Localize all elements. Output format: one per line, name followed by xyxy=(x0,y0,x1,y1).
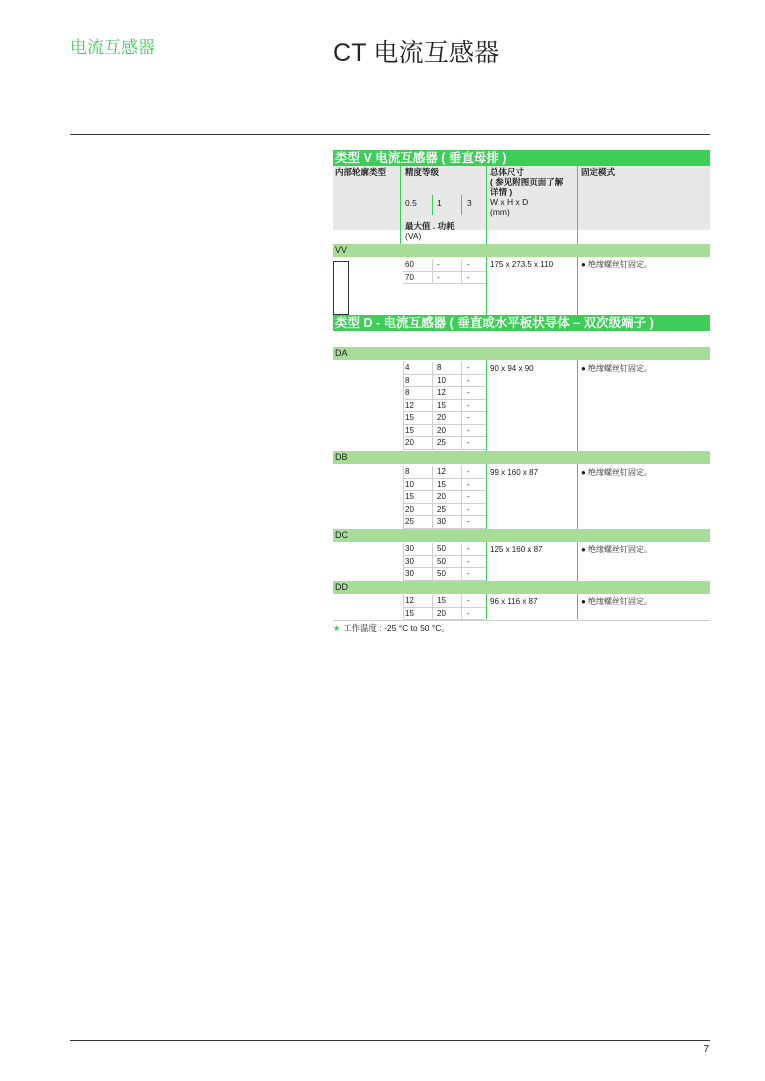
table-row: 12 15 - xyxy=(333,595,710,608)
cell-acc-0-5: 70 xyxy=(405,272,414,282)
table-row: 15 20 - xyxy=(333,608,710,621)
fixing-mode-value: ● 绝缘螺丝钉固定。 xyxy=(581,545,653,554)
footnote-text: 工作温度 : -25 °C to 50 °C。 xyxy=(343,623,450,633)
col-outline-type: 内部轮廓类型 xyxy=(335,167,387,177)
table-type-v xyxy=(333,150,710,282)
page-title: CT 电流互感器 xyxy=(333,39,500,67)
col-dimensions: 总体尺寸 xyxy=(490,167,525,177)
table-row: 8 12 - xyxy=(333,466,710,479)
table-row: 12 15 - xyxy=(333,400,710,413)
table-v-header xyxy=(333,166,710,241)
cell-acc-0-5: 60 xyxy=(405,260,414,269)
col-fixing-mode: 固定模式 xyxy=(581,167,616,177)
table-row: 15 20 - xyxy=(333,491,710,504)
table-row: 30 50 - xyxy=(333,556,710,569)
table-row: 8 10 - xyxy=(333,375,710,388)
group-row-vv: VV xyxy=(333,244,710,257)
section-title: 电流互感器 xyxy=(70,38,155,57)
fixing-mode-value: ● 绝缘螺丝钉固定。 xyxy=(581,364,653,373)
acc-class-1: 1 xyxy=(437,198,442,208)
group-row-db: DB xyxy=(333,451,710,464)
col-dimensions-format: W x H x D xyxy=(490,197,529,207)
column-divider xyxy=(486,166,487,319)
acc-class-0-5: 0.5 xyxy=(405,198,417,208)
table-type-d xyxy=(333,315,710,633)
col-accuracy-class: 精度等级 xyxy=(405,167,440,177)
table-row: 8 12 - xyxy=(333,387,710,400)
max-burden-unit: (VA) xyxy=(405,231,422,241)
table-d-banner: 类型 D - 电流互感器 ( 垂直或水平板状导体 – 双次级端子 ) xyxy=(333,315,710,331)
cell-acc-3: - xyxy=(467,272,470,282)
fixing-mode-value: ● 绝缘螺丝钉固定。 xyxy=(581,260,653,269)
table-row: 25 30 - xyxy=(333,516,710,529)
cell-acc-3: - xyxy=(467,260,470,269)
dimensions-value: 99 x 160 x 87 xyxy=(490,468,539,477)
table-row: 20 25 - xyxy=(333,437,710,450)
table-row: 15 20 - xyxy=(333,412,710,425)
fixing-mode-value: ● 绝缘螺丝钉固定。 xyxy=(581,468,653,477)
col-dimensions-note-2: 详情 ) xyxy=(490,187,513,197)
dimensions-value: 125 x 160 x 87 xyxy=(490,545,543,554)
table-row: 30 50 - xyxy=(333,568,710,581)
dimensions-value: 175 x 273.5 x 110 xyxy=(490,260,554,269)
max-burden-label: 最大值 . 功耗 xyxy=(405,221,455,231)
table-v-banner: 类型 V 电流互感器 ( 垂直母排 ) xyxy=(333,150,710,166)
col-dimensions-unit: (mm) xyxy=(490,207,510,217)
table-row xyxy=(333,272,710,285)
acc-class-3: 3 xyxy=(467,198,472,208)
cell-acc-1: - xyxy=(437,272,440,282)
acc-divider xyxy=(461,195,462,215)
star-icon: ★ xyxy=(333,623,341,633)
acc-divider xyxy=(432,195,433,215)
table-row: 20 25 - xyxy=(333,504,710,517)
table-row: 4 8 - xyxy=(333,362,710,375)
footnote xyxy=(333,622,450,634)
cell-acc-1: - xyxy=(437,260,440,269)
group-row-da: DA xyxy=(333,347,710,360)
table-d-bottom-rule xyxy=(333,620,710,621)
table-row: 30 50 - xyxy=(333,543,710,556)
column-divider xyxy=(577,166,578,319)
group-row-dd: DD xyxy=(333,581,710,594)
group-row-dc: DC xyxy=(333,529,710,542)
group-da-rows xyxy=(333,362,710,450)
dimensions-value: 90 x 94 x 90 xyxy=(490,364,534,373)
page-number: 7 xyxy=(703,1044,709,1055)
table-row: 10 15 - xyxy=(333,479,710,492)
dimensions-value: 96 x 116 x 87 xyxy=(490,597,538,606)
column-divider xyxy=(400,166,401,246)
top-divider xyxy=(70,134,710,135)
col-dimensions-note: ( 参见附图页面了解 xyxy=(490,177,564,187)
fixing-mode-value: ● 绝缘螺丝钉固定。 xyxy=(581,597,653,606)
bottom-divider xyxy=(70,1040,710,1041)
table-row: 15 20 - xyxy=(333,425,710,438)
